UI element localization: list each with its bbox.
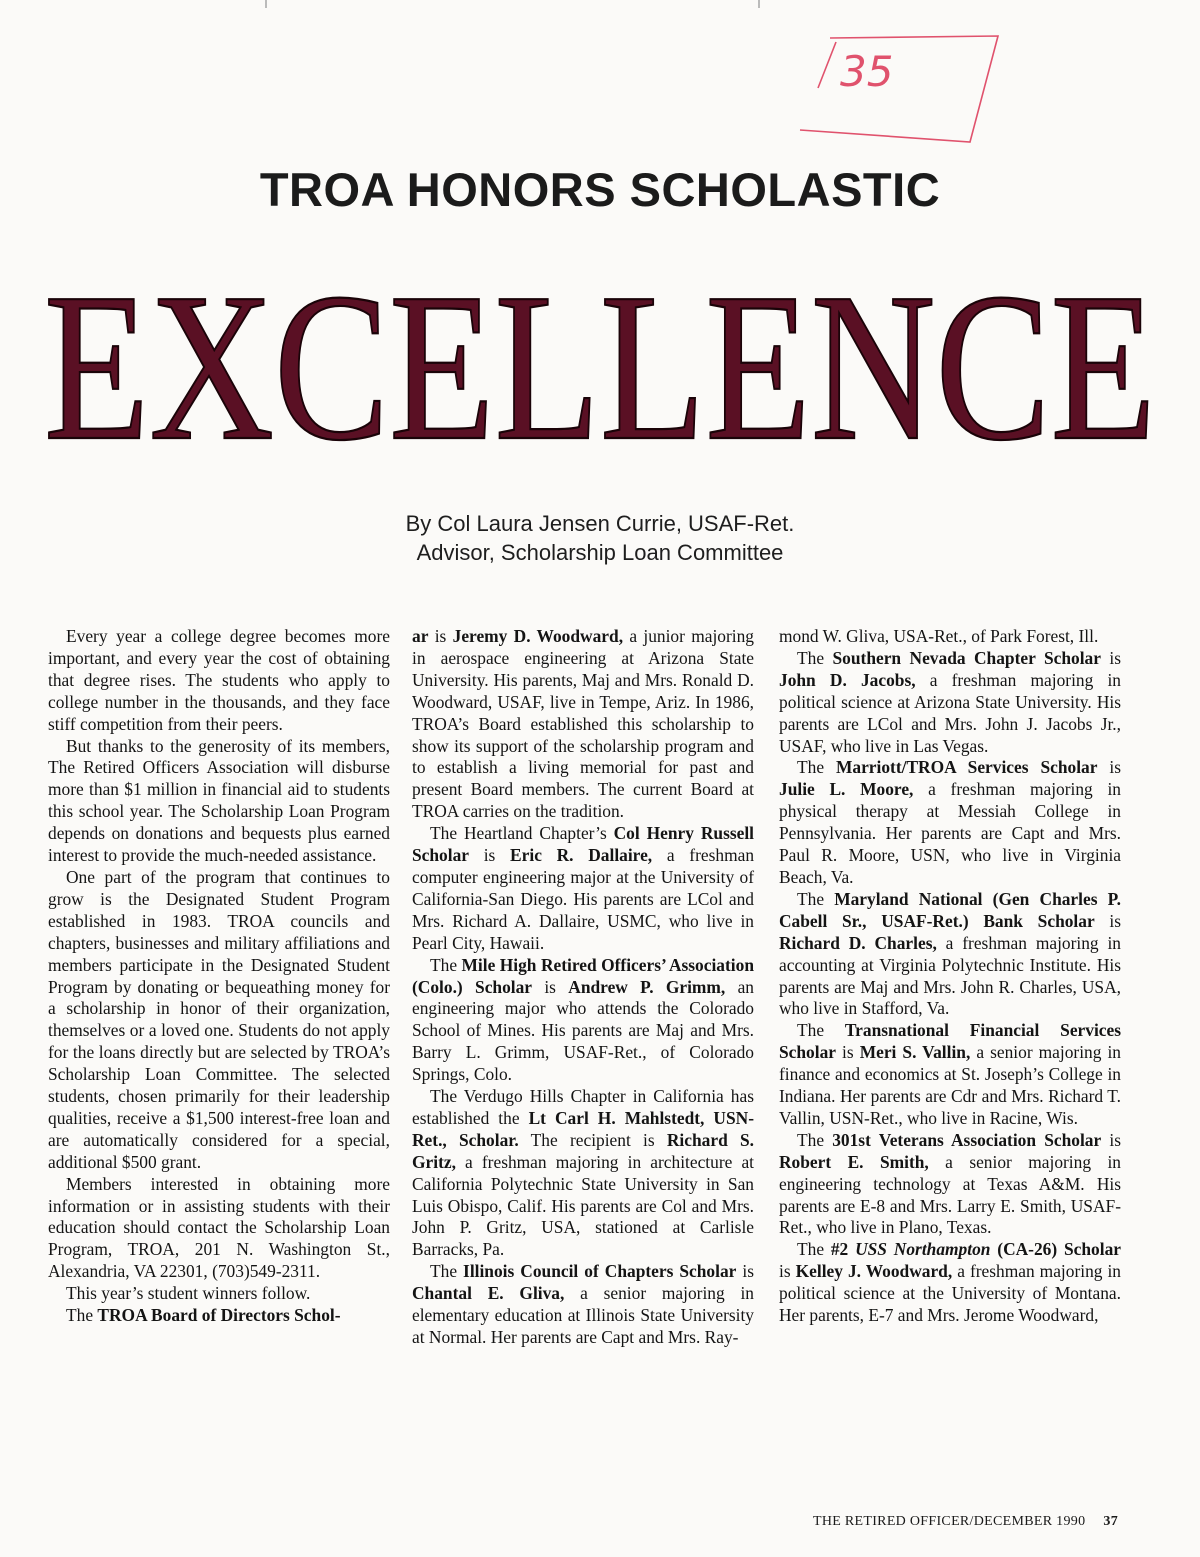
body-text: The xyxy=(66,1305,98,1326)
article-paragraph xyxy=(48,1283,390,1305)
bold-text: Transnational Financial Services Scholar xyxy=(779,1020,1121,1063)
byline xyxy=(0,509,1200,567)
article-paragraph xyxy=(779,1239,1121,1327)
article-paragraph xyxy=(48,867,390,1174)
bold-text: Jeremy D. Woodward, xyxy=(452,626,624,646)
article-paragraph xyxy=(779,648,1121,758)
body-text: is xyxy=(1094,910,1121,931)
body-text: The Heartland Chapter’s xyxy=(430,823,614,844)
body-text: But thanks to the generosity of its members, The Retired Officers Association will disburse more than $1 million in financial aid to students this school year. The Scholarship Loan Program depends on donations and bequests plus earned interest to provide the much-needed assistance. xyxy=(48,735,390,866)
article-paragraph xyxy=(412,1261,754,1349)
bold-text: #2 xyxy=(830,1239,856,1260)
article-paragraph xyxy=(779,889,1121,1020)
body-text: This year’s student winners follow. xyxy=(66,1283,311,1304)
bold-text: Marriott/TROA Services Scholar xyxy=(835,757,1098,778)
bold-text: John D. Jacobs, xyxy=(779,669,916,690)
article-paragraph xyxy=(48,736,390,867)
page-number: 37 xyxy=(1103,1514,1118,1529)
bold-text: 301st Veterans Association Scholar xyxy=(832,1129,1102,1150)
bold-text: Mile High Retired Officers’ Association (Colo.) Scholar xyxy=(412,954,754,997)
article-column-3 xyxy=(779,626,1121,1327)
article-column-2 xyxy=(412,626,754,1349)
body-text: The xyxy=(797,1020,845,1041)
body-text: The xyxy=(430,1261,464,1282)
article-paragraph xyxy=(48,1174,390,1284)
body-text: The xyxy=(430,954,462,975)
body-text: an engineering major who attends the Colorado School of Mines. His parents are Maj and Mrs. Barry L. Grimm, USAF-Ret., of Colorado Springs, Colo. xyxy=(412,976,754,1085)
body-text: a freshman majoring in political science at the University of Montana. Her parents, E-7 and Mrs. Jerome Woodward, xyxy=(779,1261,1122,1326)
article-paragraph xyxy=(779,757,1121,888)
bold-text: Meri S. Vallin, xyxy=(859,1042,971,1063)
article-column-1 xyxy=(48,626,390,1327)
bold-text: USS Northampton xyxy=(855,1239,991,1260)
body-text: a freshman majoring in political science at Arizona State University. His parents are LCol and Mrs. John J. Jacobs Jr., USAF, who live in Las Vegas. xyxy=(779,669,1121,756)
bold-text: Eric R. Dallaire, xyxy=(510,845,653,866)
handwritten-page-mark xyxy=(770,30,1010,160)
body-text: The xyxy=(797,1239,831,1260)
body-text: is xyxy=(1101,1129,1121,1150)
bold-text: Col Henry Russell Scholar xyxy=(412,823,755,866)
article-paragraph xyxy=(48,1305,390,1327)
body-text: One part of the program that continues to grow is the Designated Student Program established in 1983. TROA councils and chapters, businesses and military affiliations and members participate in the Designated Student Program by donating or bequeathing money for a scholarship in honor of their organization, themselves or a loved one. Students do not apply for the loans directly but are selected by TROA’s Scholarship Loan Committee. The selected students, chosen primarily for their leadership qualities, receive a $1,500 interest-free loan and are automatically considered for a special, additional $500 grant. xyxy=(48,866,390,1172)
body-text: a junior majoring in aerospace engineering at Arizona State University. His parents, Maj and Mrs. Ronald D. Woodward, USAF, live in Tempe, Ariz. In 1986, TROA’s Board established this scholarship to show its support of the scholarship program and to establish a living memorial for past and present Board members. The current Board at TROA carries on the tradition. xyxy=(412,626,755,822)
article-paragraph xyxy=(779,1130,1121,1240)
byline-author: By Col Laura Jensen Currie, USAF-Ret. xyxy=(405,511,795,536)
article-paragraph xyxy=(412,626,754,823)
body-text: is xyxy=(736,1261,754,1282)
bold-text: Julie L. Moore, xyxy=(779,779,914,800)
bold-text: Illinois Council of Chapters Scholar xyxy=(463,1261,737,1282)
body-text: a senior majoring in finance and economics at St. Joseph’s College in Indiana. Her parents are Cdr and Mrs. Richard T. Vallin, USN-Ret., who live in Racine, Wis. xyxy=(779,1042,1121,1128)
bold-text: Chantal E. Gliva, xyxy=(412,1283,565,1304)
article-paragraph xyxy=(412,823,754,954)
body-text: is xyxy=(532,976,569,997)
article-kicker: TROA HONORS SCHOLASTIC xyxy=(259,163,941,216)
body-text: a freshman majoring in architecture at California Polytechnic State University in San Luis Obispo, Calif. His parents are Col and Mrs. John P. Gritz, USA, stationed at Carlisle Barracks, Pa. xyxy=(412,1151,754,1260)
body-text: a freshman majoring in physical therapy at Messiah College in Pennsylvania. Her parents are Capt and Mrs. Paul R. Moore, USN, who live in Virginia Beach, Va. xyxy=(779,779,1121,887)
body-text: a freshman majoring in accounting at Virginia Polytechnic Institute. His parents are Maj and Mrs. John R. Charles, USA, who live in Stafford, Va. xyxy=(779,932,1121,1019)
body-text: Every year a college degree becomes more important, and every year the cost of obtaining that degree rises. The students who apply to college number in the thousands, and they face stiff competition from their peers. xyxy=(48,626,390,734)
body-text: The xyxy=(797,888,835,909)
page-footer xyxy=(813,1514,1118,1530)
body-text: The recipient is xyxy=(518,1129,667,1150)
handwritten-number: 35 xyxy=(840,47,894,96)
article-paragraph xyxy=(779,626,1121,648)
article-paragraph xyxy=(779,1020,1121,1130)
article-paragraph xyxy=(412,1086,754,1261)
bold-text: Richard S. Gritz, xyxy=(412,1129,754,1172)
body-text: is xyxy=(1100,647,1121,668)
body-text: The xyxy=(797,1129,833,1150)
body-text: The xyxy=(797,757,836,778)
footer-publication: THE RETIRED OFFICER/DECEMBER 1990 xyxy=(812,1514,1086,1529)
body-text: The xyxy=(797,647,833,668)
bold-text: TROA Board of Directors Schol- xyxy=(97,1305,341,1326)
handwritten-slash-stroke xyxy=(818,42,836,88)
bold-text: Lt Carl H. Mahlstedt, USN-Ret., Scholar. xyxy=(412,1107,754,1150)
article-paragraph xyxy=(412,955,754,1086)
bold-text: ar xyxy=(412,626,429,646)
body-text: a senior majoring in engineering technology at Texas A&M. His parents are E-8 and Mrs. Larry E. Smith, USAF-Ret., who live in Plano, Texas. xyxy=(779,1151,1121,1238)
crop-mark xyxy=(265,0,267,8)
body-text: is xyxy=(836,1042,860,1063)
headline-text: EXCELLENCE xyxy=(44,270,1156,450)
bold-text: (CA-26) Scholar xyxy=(990,1239,1121,1260)
body-text: is xyxy=(1097,757,1121,778)
handwritten-box-stroke xyxy=(800,36,998,142)
crop-mark xyxy=(758,0,760,8)
bold-text: Richard D. Charles, xyxy=(779,932,937,953)
body-text: is xyxy=(428,626,453,646)
body-text: Members interested in obtaining more information or in assisting students with their education should contact the Scholarship Loan Program, TROA, 201 N. Washington St., Alexandria, VA 22301, (703)549-2311. xyxy=(48,1173,390,1282)
article-headline xyxy=(40,270,1160,450)
body-text: The Verdugo Hills Chapter in California has established the xyxy=(412,1086,754,1128)
bold-text: Robert E. Smith, xyxy=(779,1151,929,1172)
bold-text xyxy=(855,1239,990,1259)
byline-title: Advisor, Scholarship Loan Committee xyxy=(416,540,784,565)
bold-text: Maryland National (Gen Charles P. Cabell Sr., USAF-Ret.) Bank Scholar xyxy=(779,888,1121,931)
bold-text: Southern Nevada Chapter Scholar xyxy=(832,647,1101,668)
body-text: is xyxy=(469,845,511,866)
article-paragraph xyxy=(48,626,390,736)
bold-text: Kelley J. Woodward, xyxy=(795,1261,953,1282)
body-text: mond W. Gliva, USA-Ret., of Park Forest, Ill. xyxy=(779,626,1099,646)
body-text: is xyxy=(779,1261,796,1282)
bold-text: Andrew P. Grimm, xyxy=(568,976,726,997)
body-text: a freshman computer engineering major at the University of California-San Diego. His parents are LCol and Mrs. Richard A. Dallaire, USMC, who live in Pearl City, Hawaii. xyxy=(412,845,755,953)
body-text: a senior majoring in elementary education at Illinois State University at Normal. Her parents are Capt and Mrs. Ray- xyxy=(412,1283,754,1347)
